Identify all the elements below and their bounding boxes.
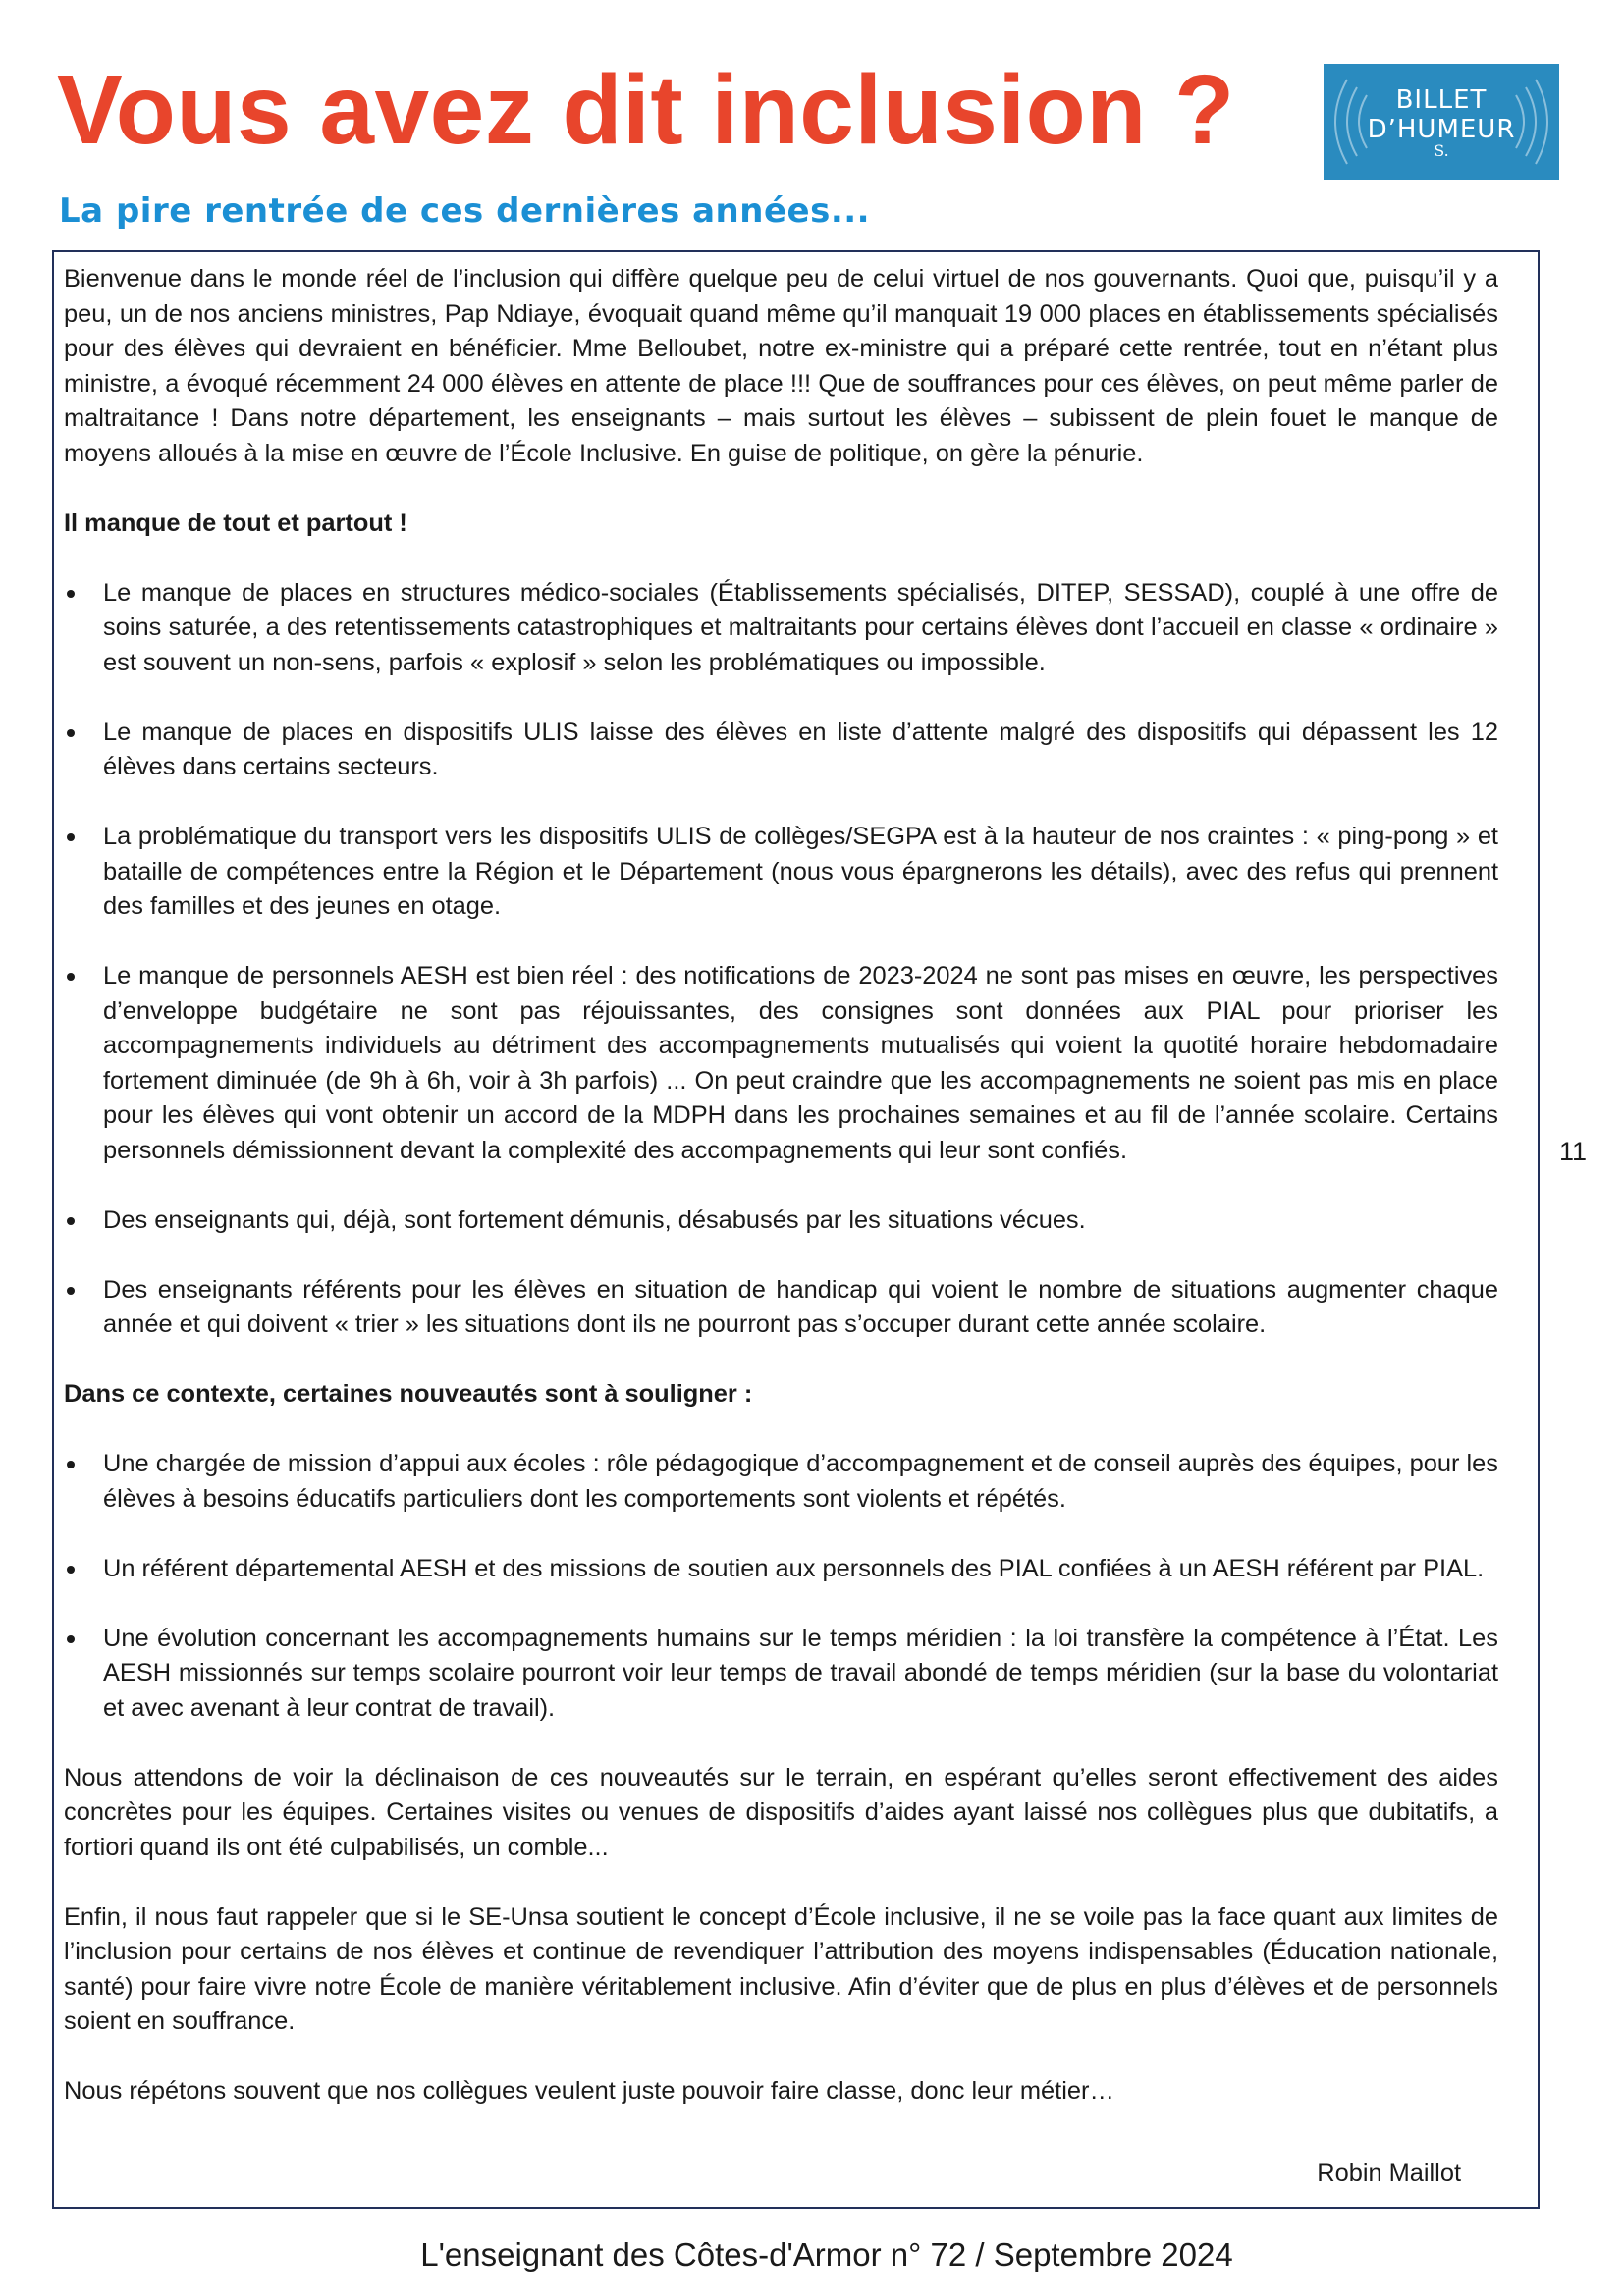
list-item: Le manque de personnels AESH est bien réel : des notifications de 2023-2024 ne sont pas mises en œuvre, les perspectives d’enveloppe budgétaire ne sont pas réjouissantes, des consignes sont données aux PIAL pour prioriser les accompagnements individuels au détriment des accompagnements mutualisés qui voient la quotité horaire hebdomadaire fortement diminuée (de 9h à 6h, voir à 3h parfois) ... On peut craindre que les accompagnements ne soient pas mis en place pour les élèves qui vont obtenir un accord de la MDPH dans les prochaines semaines et au fil de l’année scolaire. Certains personnels démissionnent devant la complexité des accompagnements qui leur sont confiés.	[64, 959, 1498, 1168]
page-subtitle: La pire rentrée de ces dernières années...	[59, 191, 871, 231]
list-item: Des enseignants référents pour les élèves en situation de handicap qui voient le nombre de situations augmenter chaque année et qui doivent « trier » les situations dont ils ne pourront pas s’occuper durant cette année scolaire.	[64, 1273, 1498, 1343]
list-item: Une chargée de mission d’appui aux écoles : rôle pédagogique d’accompagnement et de conseil auprès des équipes, pour les élèves à besoins éducatifs particuliers dont les comportements sont violents et répétés.	[64, 1447, 1498, 1517]
section-heading-novelties: Dans ce contexte, certaines nouveautés sont à souligner :	[64, 1380, 753, 1408]
list-item: Le manque de places en dispositifs ULIS laisse des élèves en liste d’attente malgré des dispositifs qui dépassent les 12 élèves dans certains secteurs.	[64, 716, 1498, 785]
author-signature: Robin Maillot	[1317, 2160, 1461, 2187]
novelties-list	[64, 1447, 1498, 1726]
list-item: Le manque de places en structures médico-sociales (Établissements spécialisés, DITEP, SESSAD), couplé à une offre de soins saturée, a des retentissements catastrophiques et maltraitants pour certains élèves dont l’accueil en classe « ordinaire » est souvent un non-sens, parfois « explosif » selon les problématiques ou impossible.	[64, 576, 1498, 681]
list-item: Un référent départemental AESH et des missions de soutien aux personnels des PIAL confiées à un AESH référent par PIAL.	[64, 1552, 1498, 1587]
intro-paragraph: Bienvenue dans le monde réel de l’inclusion qui diffère quelque peu de celui virtuel de nos gouvernants. Quoi que, puisqu’il y a peu, un de nos anciens ministres, Pap Ndiaye, évoquait quand même qu’il manquait 19 000 places en établissements spécialisés pour des élèves qui devraient en bénéficier. Mme Belloubet, notre ex-ministre qui a préparé cette rentrée, tout en n’étant plus ministre, a évoqué récemment 24 000 élèves en attente de place !!! Que de souffrances pour ces élèves, on peut même parler de maltraitance ! Dans notre département, les enseignants – mais surtout les élèves – subissent de plein fouet le manque de moyens alloués à la mise en œuvre de l’École Inclusive. En guise de politique, on gère la pénurie.	[64, 265, 1498, 467]
shortages-list	[64, 576, 1498, 1343]
article-frame	[52, 250, 1540, 2209]
badge-line-1: BILLET	[1395, 85, 1488, 115]
badge-mark: S.	[1434, 141, 1449, 160]
page-title: Vous avez dit inclusion ?	[57, 55, 1235, 165]
list-item: Des enseignants qui, déjà, sont fortement démunis, désabusés par les situations vécues.	[64, 1203, 1498, 1239]
conclusion-paragraph: Enfin, il nous faut rappeler que si le SE-Unsa soutient le concept d’École inclusive, il ne se voile pas la face quant aux limites de l’inclusion pour certains de nos élèves et continue de revendiquer l’attribution des moyens indispensables (Éducation nationale, santé) pour faire vivre notre École de manière véritablement inclusive. Afin d’éviter que de plus en plus d’élèves et de personnels soient en souffrance.	[64, 1902, 1498, 2035]
badge-line-2: D’HUMEUR	[1367, 115, 1516, 144]
publication-footer: L'enseignant des Côtes-d'Armor n° 72 / Septembre 2024	[420, 2236, 1233, 2272]
section-heading-shortages: Il manque de tout et partout !	[64, 508, 407, 537]
page-number: 11	[1559, 1137, 1588, 1166]
list-item: La problématique du transport vers les dispositifs ULIS de collèges/SEGPA est à la hauteur de nos craintes : « ping-pong » et bataille de compétences entre la Région et le Département (nous vous épargnerons les détails), avec des refus qui prennent des familles et des jeunes en otage.	[64, 820, 1498, 925]
closing-paragraph: Nous répétons souvent que nos collègues veulent juste pouvoir faire classe, donc leur métier…	[64, 2077, 1114, 2105]
expectation-paragraph: Nous attendons de voir la déclinaison de ces nouveautés sur le terrain, en espérant qu’elles seront effectivement des aides concrètes pour les équipes. Certaines visites ou venues de dispositifs d’aides ayant laissé nos collègues plus que dubitatifs, a fortiori quand ils ont été culpabilisés, un comble...	[64, 1763, 1498, 1861]
list-item: Une évolution concernant les accompagnements humains sur le temps méridien : la loi transfère la compétence à l’État. Les AESH missionnés sur temps scolaire pourront voir leur temps de travail abondé de temps méridien (sur la base du volontariat et avec avenant à leur contrat de travail).	[64, 1622, 1498, 1727]
billet-humeur-badge	[1324, 64, 1559, 180]
